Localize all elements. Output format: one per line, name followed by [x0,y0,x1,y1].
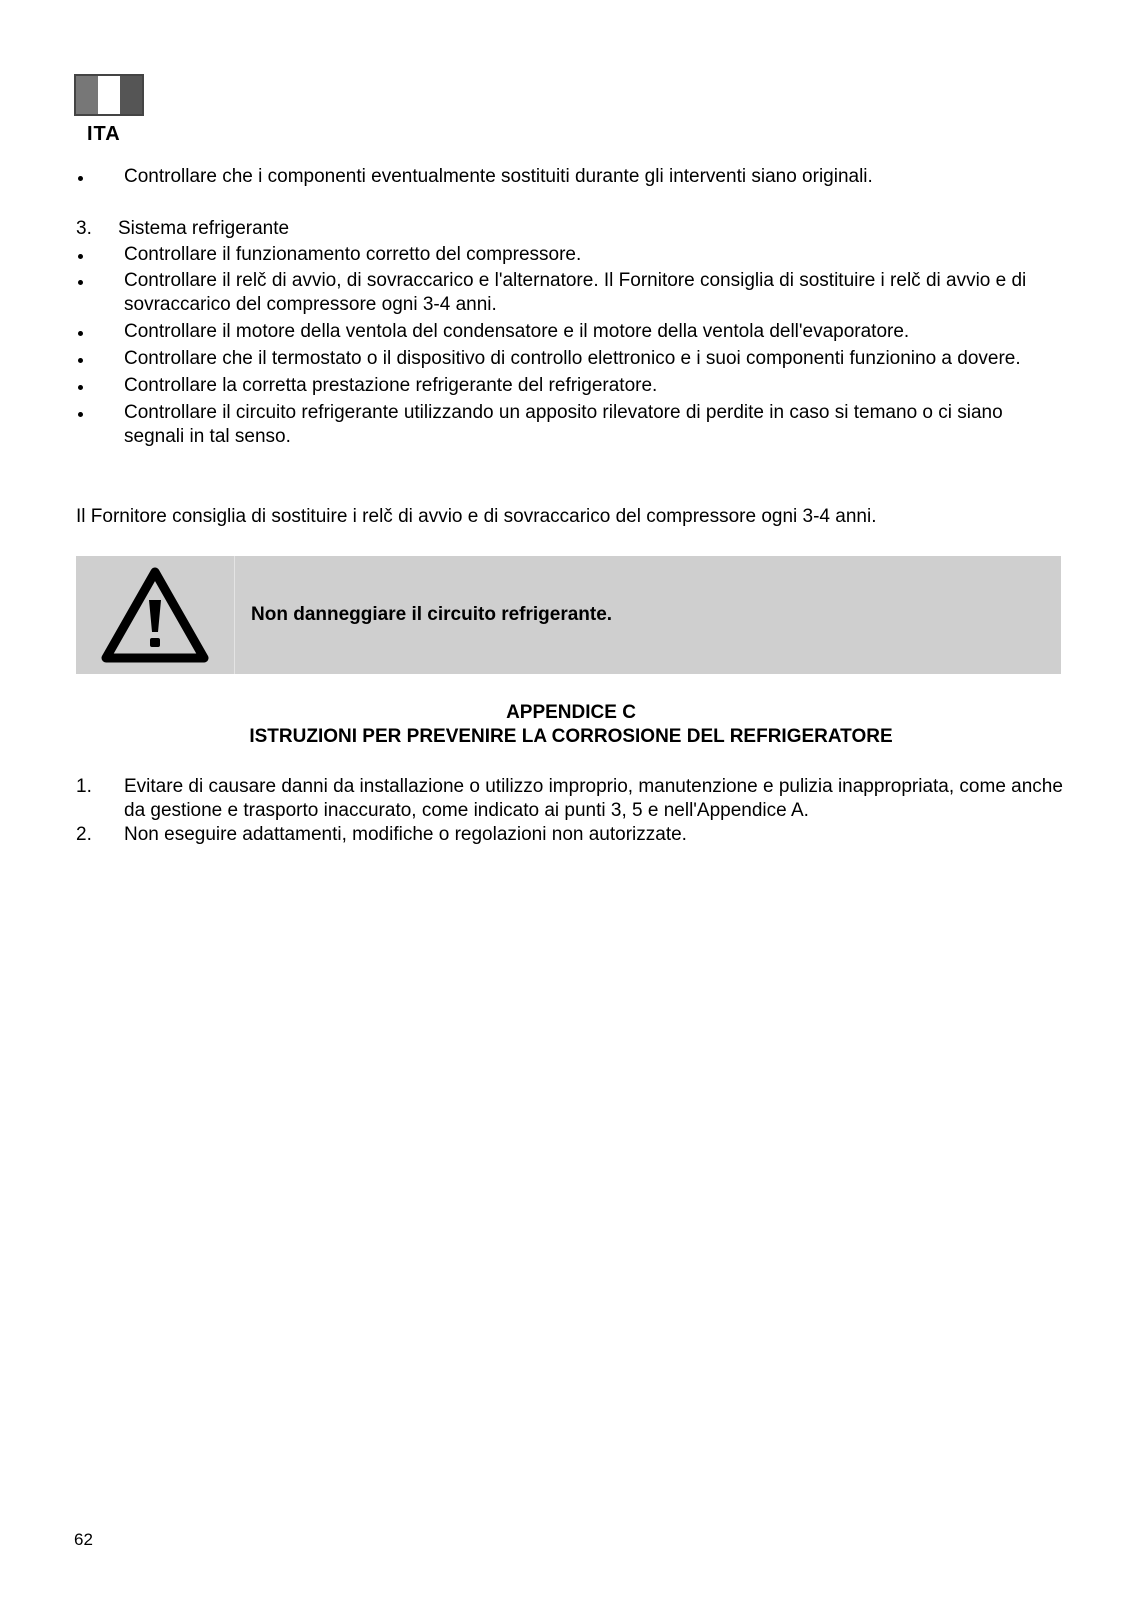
list-item-text: Controllare la corretta prestazione refrigerante del refrigeratore. [124,375,658,396]
list-item [76,269,1066,317]
warning-icon-cell [76,556,235,674]
appendix-numbered-list [76,775,1066,847]
section-heading [76,217,289,241]
list-item-text: Non eseguire adattamenti, modifiche o regolazioni non autorizzate. [124,824,687,845]
warning-box [76,556,1061,674]
appendix-title: APPENDICE C [506,702,636,723]
list-item [76,823,1066,847]
warning-text: Non danneggiare il circuito refrigerante. [251,604,613,625]
list-item [76,374,1066,398]
list-item-text: Controllare che i componenti eventualmente sostituiti durante gli interventi siano originali. [124,166,873,187]
flag-stripe-middle [98,76,120,114]
list-item-number: 2. [76,824,92,845]
appendix-subtitle: ISTRUZIONI PER PREVENIRE LA CORROSIONE DEL REFRIGERATORE [249,726,893,747]
section-number: 3. [76,218,92,239]
list-item-text: Controllare il relč di avvio, di sovraccarico e l'alternatore. Il Fornitore consiglia di sostituire i relč di avvio e di sovraccarico del compressore ogni 3-4 anni. [124,270,1027,315]
list-item-text: Controllare che il termostato o il dispositivo di controllo elettronico e i suoi componenti funzionino a dovere. [124,348,1021,369]
flag-stripe-left [76,76,98,114]
list-item [76,401,1066,449]
language-code: ITA [87,123,121,145]
italy-flag-icon [74,74,144,116]
page-number: 62 [74,1530,93,1549]
warning-triangle-icon [100,566,210,664]
list-item [76,243,1066,267]
list-item [76,347,1066,371]
section-title: Sistema refrigerante [118,218,290,239]
list-item-text: Evitare di causare danni da installazione o utilizzo improprio, manutenzione e pulizia inappropriata, come anche da gestione e trasporto inaccurato, come indicato ai punti 3, 5 e nell'Appendice A. [124,776,1063,821]
section3-bullet-list [76,243,1066,449]
list-item-text: Controllare il motore della ventola del condensatore e il motore della ventola dell'evaporatore. [124,321,910,342]
list-item-number: 1. [76,776,92,797]
list-item [76,320,1066,344]
list-item [76,775,1066,823]
list-item [76,165,1066,189]
flag-stripe-right [120,76,142,114]
list-item-text: Controllare il circuito refrigerante utilizzando un apposito rilevatore di perdite in caso si temano o ci siano segnali in tal senso. [124,402,1003,447]
note-paragraph: Il Fornitore consiglia di sostituire i relč di avvio e di sovraccarico del compressore ogni 3-4 anni. [76,506,877,527]
intro-bullet-list [76,165,1066,189]
list-item-text: Controllare il funzionamento corretto del compressore. [124,244,582,265]
